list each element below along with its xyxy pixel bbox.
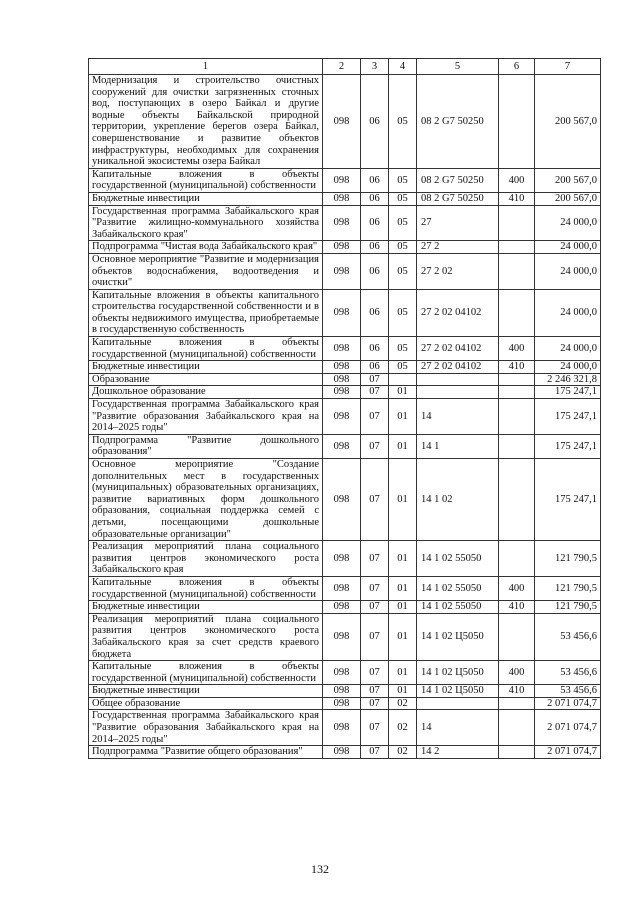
row-section: 07 [361, 373, 389, 386]
table-row [89, 205, 601, 241]
row-name: Образование [89, 373, 323, 386]
row-section: 06 [361, 75, 389, 169]
row-expense-type [499, 399, 535, 435]
table-row [89, 361, 601, 374]
row-amount: 175 247,1 [535, 386, 601, 399]
row-name: Подпрограмма "Развитие общего образования" [89, 746, 323, 759]
row-amount: 200 567,0 [535, 192, 601, 205]
row-expense-type [499, 746, 535, 759]
row-target-code: 27 [417, 205, 499, 241]
row-name: Капитальные вложения в объекты государственной (муниципальной) собственности [89, 337, 323, 361]
table-row [89, 685, 601, 698]
row-target-code: 14 1 02 Ц5050 [417, 661, 499, 685]
table-row [89, 613, 601, 660]
row-expense-type [499, 373, 535, 386]
row-subsection: 01 [389, 459, 417, 541]
row-name: Государственная программа Забайкальского края "Развитие жилищно-коммунального хозяйства Забайкальского края" [89, 205, 323, 241]
row-target-code: 14 1 02 55050 [417, 601, 499, 614]
row-name: Государственная программа Забайкальского края "Развитие образования Забайкальского края на 2014–2025 годы" [89, 399, 323, 435]
row-subsection: 01 [389, 661, 417, 685]
row-amount: 121 790,5 [535, 601, 601, 614]
row-amount: 2 071 074,7 [535, 710, 601, 746]
row-ministry-code: 098 [323, 661, 361, 685]
row-target-code: 08 2 G7 50250 [417, 192, 499, 205]
row-amount: 24 000,0 [535, 241, 601, 254]
row-expense-type [499, 75, 535, 169]
row-ministry-code: 098 [323, 697, 361, 710]
row-subsection: 01 [389, 685, 417, 698]
row-target-code [417, 373, 499, 386]
row-amount: 53 456,6 [535, 613, 601, 660]
row-amount: 200 567,0 [535, 75, 601, 169]
row-name: Капитальные вложения в объекты государственной (муниципальной) собственности [89, 661, 323, 685]
row-target-code [417, 386, 499, 399]
row-section: 06 [361, 168, 389, 192]
row-target-code: 14 2 [417, 746, 499, 759]
row-ministry-code: 098 [323, 613, 361, 660]
row-amount: 2 071 074,7 [535, 697, 601, 710]
row-target-code: 14 [417, 399, 499, 435]
row-expense-type [499, 541, 535, 577]
row-expense-type [499, 459, 535, 541]
row-section: 07 [361, 434, 389, 458]
table-row [89, 576, 601, 600]
row-section: 07 [361, 685, 389, 698]
row-name: Бюджетные инвестиции [89, 361, 323, 374]
header-col-6: 6 [499, 59, 535, 75]
row-ministry-code: 098 [323, 576, 361, 600]
row-amount: 121 790,5 [535, 541, 601, 577]
row-target-code: 14 1 02 55050 [417, 541, 499, 577]
row-subsection: 01 [389, 541, 417, 577]
row-subsection: 02 [389, 697, 417, 710]
row-subsection: 05 [389, 205, 417, 241]
row-subsection: 01 [389, 399, 417, 435]
table-row [89, 661, 601, 685]
row-section: 06 [361, 205, 389, 241]
row-subsection [389, 373, 417, 386]
row-target-code [417, 697, 499, 710]
row-section: 07 [361, 386, 389, 399]
row-section: 07 [361, 601, 389, 614]
row-section: 07 [361, 459, 389, 541]
row-section: 07 [361, 710, 389, 746]
row-subsection: 01 [389, 613, 417, 660]
row-ministry-code: 098 [323, 746, 361, 759]
table-row [89, 459, 601, 541]
row-target-code: 27 2 02 04102 [417, 361, 499, 374]
row-ministry-code: 098 [323, 192, 361, 205]
table-row [89, 434, 601, 458]
row-target-code: 27 2 02 [417, 253, 499, 289]
row-target-code: 14 1 02 55050 [417, 576, 499, 600]
header-col-1: 1 [89, 59, 323, 75]
row-subsection: 01 [389, 434, 417, 458]
row-ministry-code: 098 [323, 601, 361, 614]
row-section: 06 [361, 289, 389, 336]
row-expense-type: 400 [499, 661, 535, 685]
page-number: 132 [311, 862, 329, 876]
row-name: Капитальные вложения в объекты государственной (муниципальной) собственности [89, 576, 323, 600]
row-ministry-code: 098 [323, 337, 361, 361]
table-row [89, 192, 601, 205]
row-expense-type: 400 [499, 337, 535, 361]
table-row [89, 710, 601, 746]
row-ministry-code: 098 [323, 168, 361, 192]
row-amount: 2 071 074,7 [535, 746, 601, 759]
row-name: Подпрограмма "Чистая вода Забайкальского края" [89, 241, 323, 254]
row-amount: 2 246 321,8 [535, 373, 601, 386]
table-body [89, 75, 601, 759]
row-ministry-code: 098 [323, 373, 361, 386]
row-section: 07 [361, 541, 389, 577]
row-section: 07 [361, 399, 389, 435]
row-expense-type [499, 710, 535, 746]
row-section: 07 [361, 576, 389, 600]
row-section: 07 [361, 613, 389, 660]
table-row [89, 168, 601, 192]
row-target-code: 08 2 G7 50250 [417, 168, 499, 192]
row-amount: 175 247,1 [535, 434, 601, 458]
row-amount: 24 000,0 [535, 205, 601, 241]
header-col-5: 5 [417, 59, 499, 75]
row-ministry-code: 098 [323, 386, 361, 399]
row-target-code: 14 1 [417, 434, 499, 458]
table-row [89, 241, 601, 254]
row-expense-type [499, 289, 535, 336]
header-col-4: 4 [389, 59, 417, 75]
row-subsection: 01 [389, 576, 417, 600]
header-col-2: 2 [323, 59, 361, 75]
row-expense-type: 400 [499, 168, 535, 192]
header-col-3: 3 [361, 59, 389, 75]
row-name: Основное мероприятие "Создание дополнительных мест в государственных (муниципальных) образовательных организациях, развитие вариативных форм дошкольного образования, социальная поддержка семей с детьми, посещающими дошкольные образовательные организации" [89, 459, 323, 541]
row-amount: 24 000,0 [535, 289, 601, 336]
row-subsection: 02 [389, 746, 417, 759]
row-expense-type: 410 [499, 601, 535, 614]
table-row [89, 337, 601, 361]
row-ministry-code: 098 [323, 541, 361, 577]
row-expense-type [499, 253, 535, 289]
row-ministry-code: 098 [323, 710, 361, 746]
row-subsection: 05 [389, 192, 417, 205]
row-expense-type: 410 [499, 685, 535, 698]
row-expense-type: 410 [499, 361, 535, 374]
row-target-code: 27 2 [417, 241, 499, 254]
row-expense-type [499, 241, 535, 254]
table-row [89, 697, 601, 710]
row-ministry-code: 098 [323, 399, 361, 435]
row-target-code: 08 2 G7 50250 [417, 75, 499, 169]
row-amount: 53 456,6 [535, 661, 601, 685]
row-section: 07 [361, 661, 389, 685]
row-amount: 53 456,6 [535, 685, 601, 698]
row-subsection: 05 [389, 241, 417, 254]
row-amount: 200 567,0 [535, 168, 601, 192]
row-amount: 24 000,0 [535, 337, 601, 361]
row-target-code: 14 1 02 [417, 459, 499, 541]
row-expense-type: 410 [499, 192, 535, 205]
row-target-code: 14 1 02 Ц5050 [417, 613, 499, 660]
row-section: 06 [361, 253, 389, 289]
row-expense-type [499, 434, 535, 458]
table-row [89, 373, 601, 386]
table-row [89, 601, 601, 614]
row-name: Основное мероприятие "Развитие и модернизация объектов водоснабжения, водоотведения и очистки" [89, 253, 323, 289]
row-subsection: 05 [389, 289, 417, 336]
row-ministry-code: 098 [323, 241, 361, 254]
header-row [89, 59, 601, 75]
table-row [89, 253, 601, 289]
row-section: 07 [361, 746, 389, 759]
row-ministry-code: 098 [323, 685, 361, 698]
row-ministry-code: 098 [323, 289, 361, 336]
row-name: Капитальные вложения в объекты капитального строительства государственной собственности и в объекты недвижимого имущества, приобретаемые в государственную собственность [89, 289, 323, 336]
row-section: 06 [361, 241, 389, 254]
row-expense-type [499, 386, 535, 399]
table-row [89, 399, 601, 435]
row-ministry-code: 098 [323, 75, 361, 169]
row-expense-type [499, 697, 535, 710]
row-target-code: 14 [417, 710, 499, 746]
row-target-code: 27 2 02 04102 [417, 337, 499, 361]
row-target-code: 27 2 02 04102 [417, 289, 499, 336]
row-subsection: 05 [389, 361, 417, 374]
header-col-7: 7 [535, 59, 601, 75]
table-row [89, 386, 601, 399]
row-name: Дошкольное образование [89, 386, 323, 399]
row-ministry-code: 098 [323, 434, 361, 458]
row-name: Реализация мероприятий плана социального развития центров экономического роста Забайкальского края за счет средств краевого бюджета [89, 613, 323, 660]
row-expense-type: 400 [499, 576, 535, 600]
row-expense-type [499, 205, 535, 241]
row-name: Подпрограмма "Развитие дошкольного образования" [89, 434, 323, 458]
row-target-code: 14 1 02 Ц5050 [417, 685, 499, 698]
row-section: 07 [361, 697, 389, 710]
row-expense-type [499, 613, 535, 660]
table-row [89, 746, 601, 759]
row-section: 06 [361, 361, 389, 374]
row-name: Модернизация и строительство очистных сооружений для очистки загрязненных сточных вод, поступающих в озеро Байкал и другие водные объекты Байкальской природной территории, укрепление берегов озера Байкал, совершенствование и развитие объектов инфраструктуры, необходимых для сохранения уникальной экосистемы озера Байкал [89, 75, 323, 169]
row-amount: 121 790,5 [535, 576, 601, 600]
row-name: Бюджетные инвестиции [89, 192, 323, 205]
row-section: 06 [361, 337, 389, 361]
row-subsection: 05 [389, 168, 417, 192]
table-row [89, 541, 601, 577]
row-subsection: 05 [389, 253, 417, 289]
row-ministry-code: 098 [323, 459, 361, 541]
table-row [89, 75, 601, 169]
row-name: Реализация мероприятий плана социального развития центров экономического роста Забайкальского края [89, 541, 323, 577]
row-section: 06 [361, 192, 389, 205]
row-name: Бюджетные инвестиции [89, 685, 323, 698]
row-subsection: 01 [389, 601, 417, 614]
row-subsection: 01 [389, 386, 417, 399]
table-row [89, 289, 601, 336]
budget-table [88, 58, 601, 759]
row-amount: 24 000,0 [535, 253, 601, 289]
row-ministry-code: 098 [323, 361, 361, 374]
row-amount: 175 247,1 [535, 399, 601, 435]
row-amount: 175 247,1 [535, 459, 601, 541]
row-amount: 24 000,0 [535, 361, 601, 374]
row-name: Государственная программа Забайкальского края "Развитие образования Забайкальского края на 2014–2025 годы" [89, 710, 323, 746]
row-ministry-code: 098 [323, 205, 361, 241]
row-subsection: 05 [389, 75, 417, 169]
row-name: Бюджетные инвестиции [89, 601, 323, 614]
row-name: Капитальные вложения в объекты государственной (муниципальной) собственности [89, 168, 323, 192]
row-subsection: 02 [389, 710, 417, 746]
row-ministry-code: 098 [323, 253, 361, 289]
row-name: Общее образование [89, 697, 323, 710]
row-subsection: 05 [389, 337, 417, 361]
